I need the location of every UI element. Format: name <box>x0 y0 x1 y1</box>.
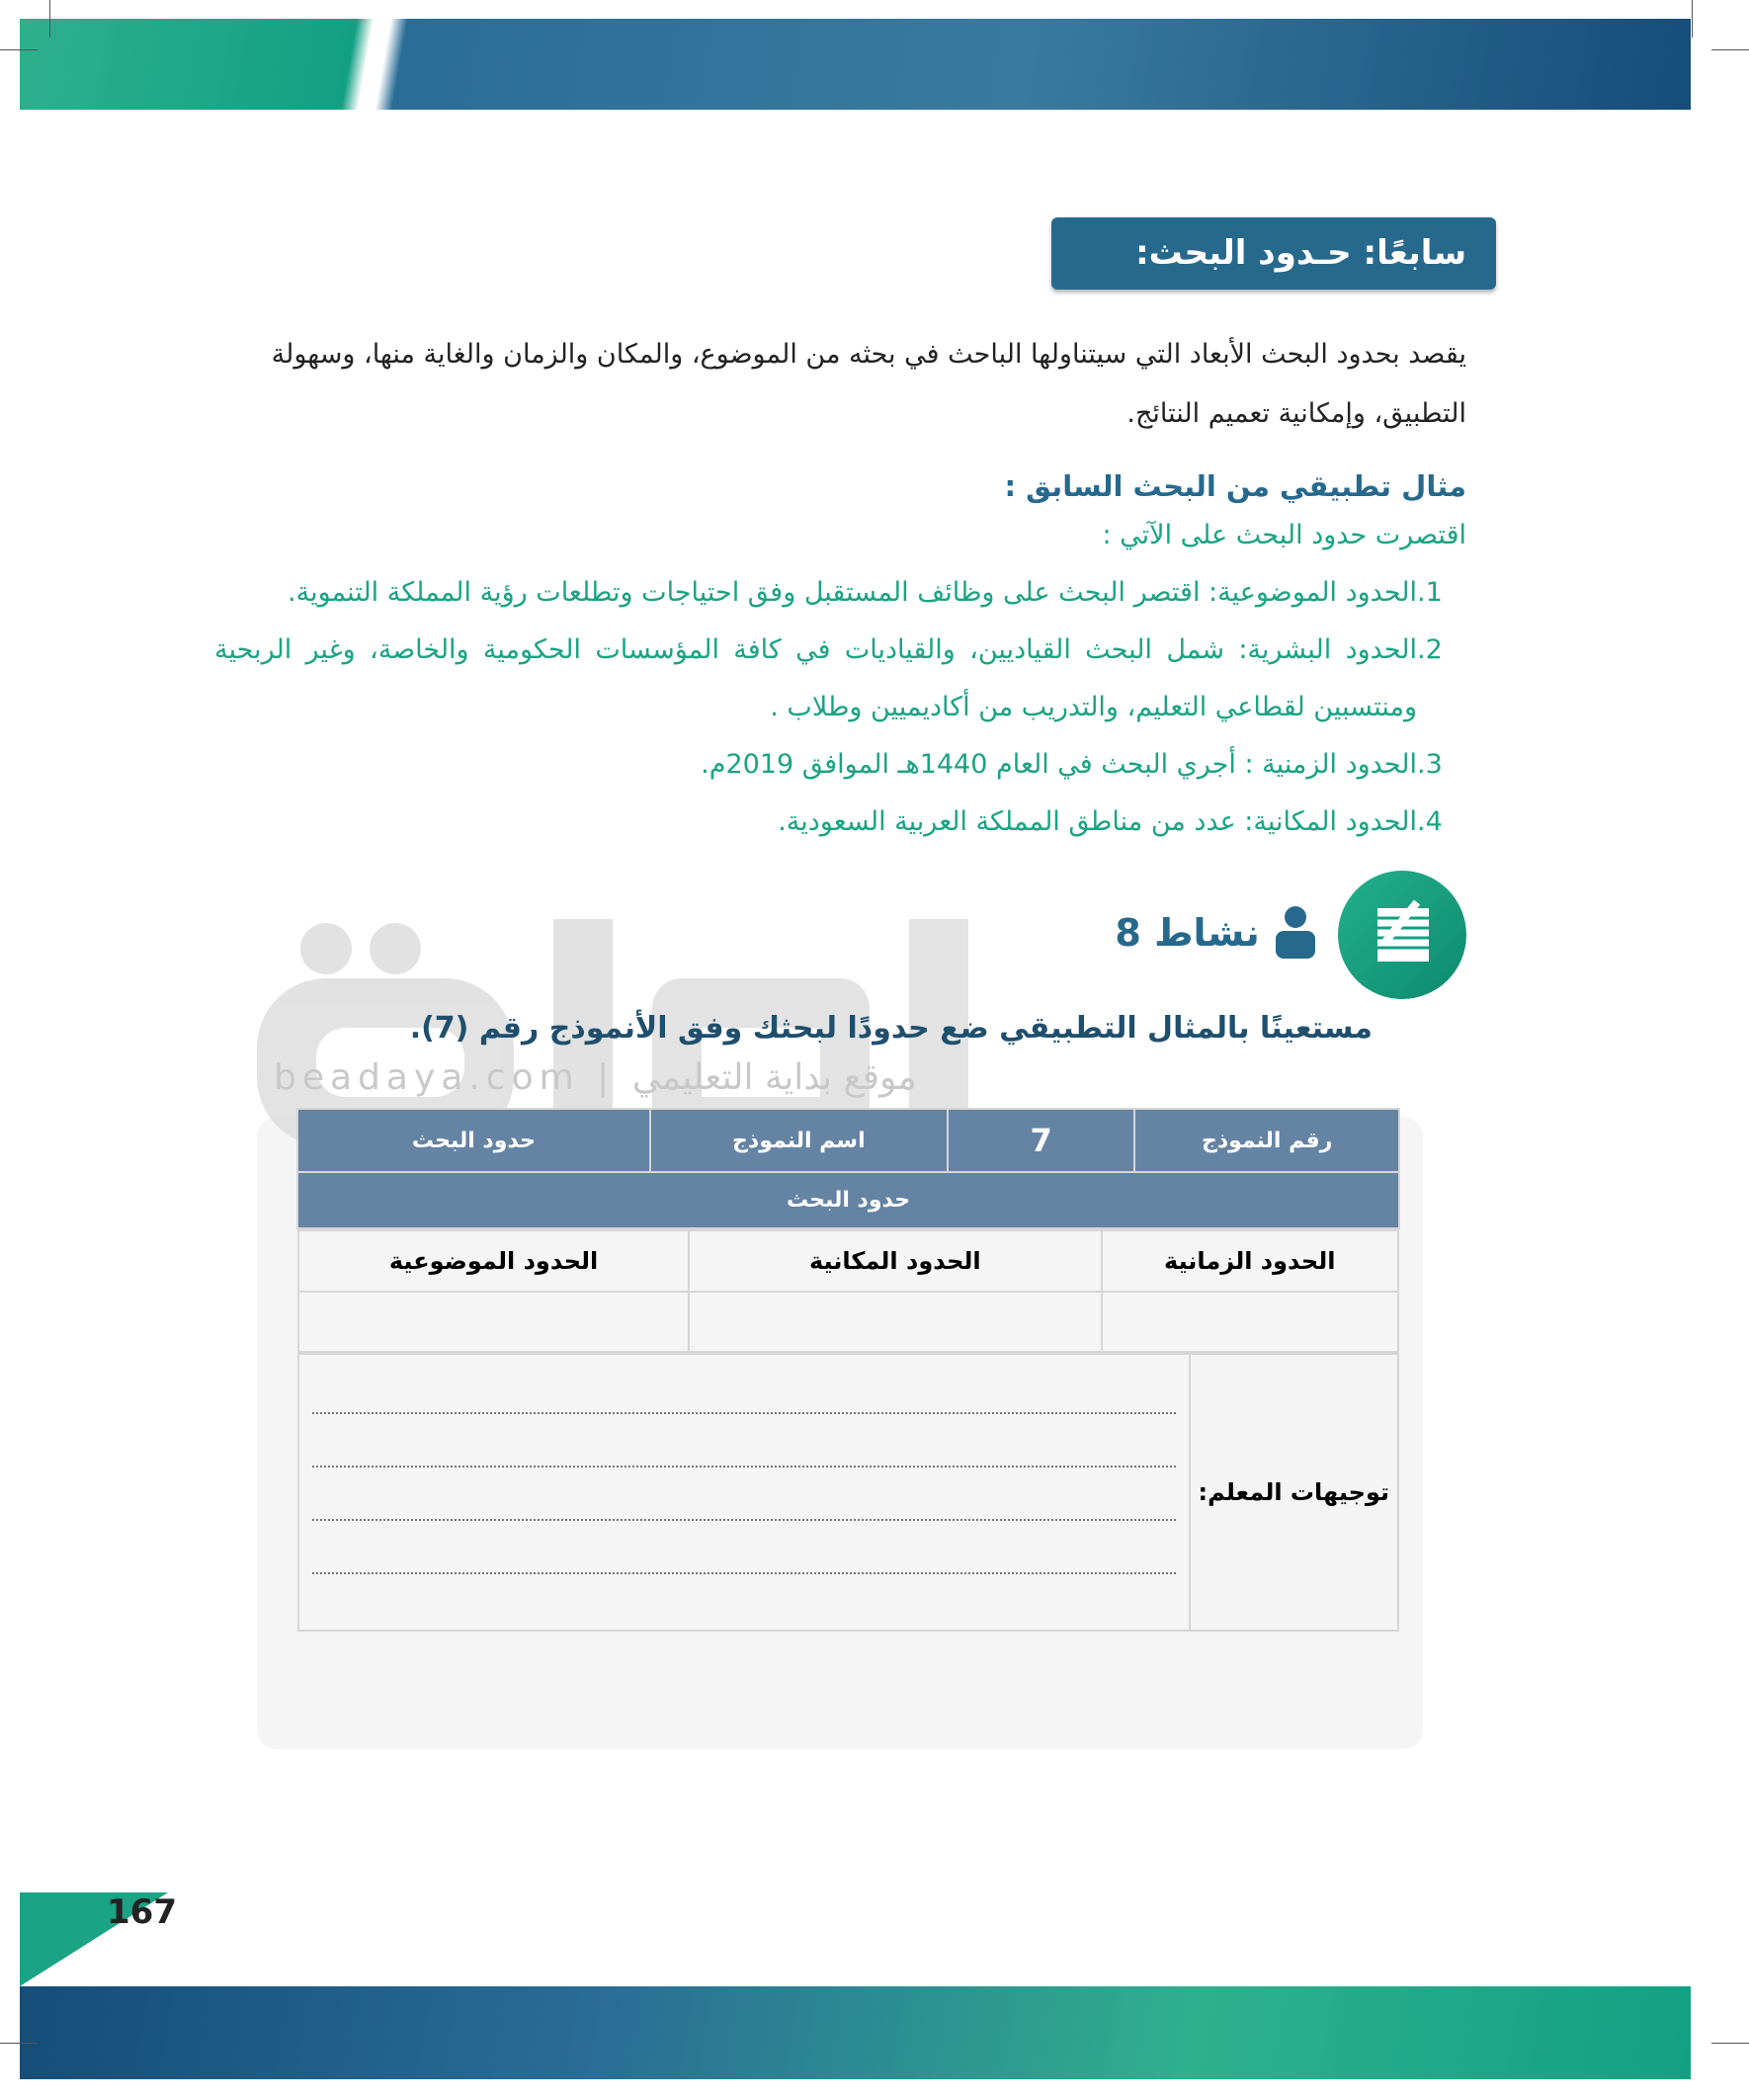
intro-paragraph: يقصد بحدود البحث الأبعاد التي سيتناولها الباحث في بحثه من الموضوع، والمكان والزمان والغاية منها، وسهولة التطبيق، وإمكانية تعميم النتائج. <box>271 339 1466 429</box>
model-number-label: رقم النموذج <box>1134 1109 1399 1172</box>
column-subject-limits: الحدود الموضوعية <box>298 1230 689 1292</box>
title-row <box>214 217 1496 290</box>
teacher-notes-area[interactable] <box>298 1354 1190 1631</box>
model-name-label: اسم النموذج <box>650 1109 948 1172</box>
list-item: 2. الحدود البشرية: شمل البحث القياديين، والقياديات في كافة المؤسسات الحكومية والخاصة، وغير الربحية ومنتسبين لقطاعي التعليم، والتدريب من أكاديميين وطلاب . <box>214 634 1443 722</box>
place-limits-input[interactable] <box>689 1292 1101 1352</box>
person-icon <box>1273 903 1318 967</box>
example-heading: مثال تطبيقي من البحث السابق : <box>1004 469 1466 503</box>
main-content <box>214 217 1496 1632</box>
subject-limits-input[interactable] <box>298 1292 689 1352</box>
list-item: 1. الحدود الموضوعية: اقتصر البحث على وظائف المستقبل وفق احتياجات وتطلعات رؤية المملكة التنموية. <box>288 577 1443 608</box>
limits-list <box>214 564 1466 851</box>
page-number: 167 <box>107 1892 177 1932</box>
list-item: 4. الحدود المكانية: عدد من مناطق المملكة العربية السعودية. <box>778 806 1443 837</box>
research-limits-table <box>296 1108 1400 1632</box>
section-header: حدود البحث <box>297 1172 1399 1228</box>
bottom-banner <box>20 1986 1691 2079</box>
watermark-url: beadaya.com | موقع بداية التعليمي <box>274 1057 917 1098</box>
top-banner <box>20 19 1691 110</box>
activity-header <box>214 871 1466 999</box>
column-time-limits: الحدود الزمانية <box>1102 1230 1399 1292</box>
column-place-limits: الحدود المكانية <box>689 1230 1101 1292</box>
time-limits-input[interactable] <box>1102 1292 1399 1352</box>
activity-instruction: مستعينًا بالمثال التطبيقي ضع حدودًا لبحثك وفق الأنموذج رقم (7). <box>409 1011 1373 1046</box>
model-number-value: 7 <box>948 1109 1135 1172</box>
example-intro: اقتصرت حدود البحث على الآتي : <box>1102 520 1466 550</box>
teacher-notes-label: توجيهات المعلم: <box>1190 1354 1398 1631</box>
research-limits-label: حدود البحث <box>297 1109 650 1172</box>
section-title: سابعًا: حـدود البحث: <box>1051 217 1496 290</box>
activity-title: نشاط 8 <box>1115 903 1318 967</box>
list-item: 3. الحدود الزمنية : أجري البحث في العام 1440هـ الموافق 2019م. <box>701 749 1443 780</box>
notebook-pen-icon <box>1338 871 1466 999</box>
